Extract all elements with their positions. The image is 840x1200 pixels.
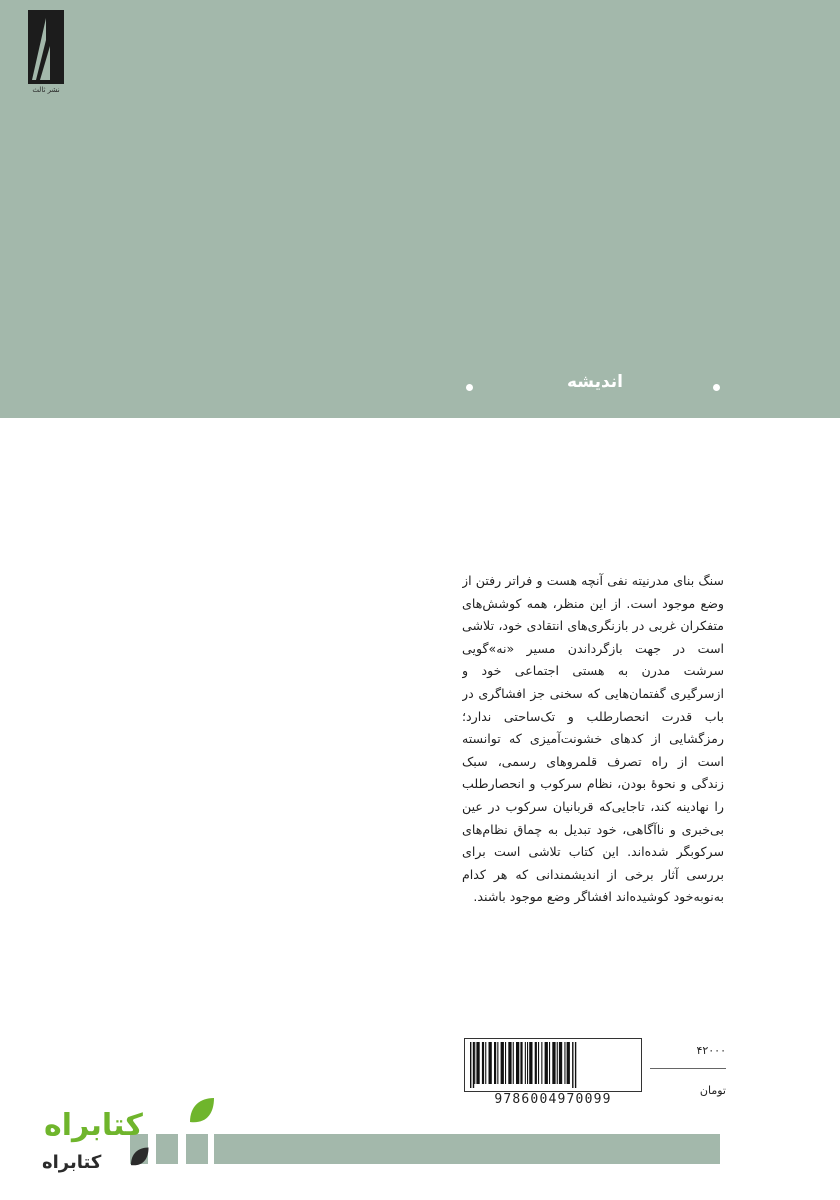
watermark-brand-small: کتابراه (42, 1152, 102, 1173)
band-segment (214, 1134, 720, 1164)
price-divider (650, 1068, 726, 1069)
isbn-number: 9786004970099 (494, 1092, 612, 1107)
series-title: اندیشه (566, 372, 624, 392)
cover-top-band (0, 0, 840, 418)
barcode-bars-icon (468, 1042, 638, 1088)
price-value: ۴۲۰۰۰ (696, 1044, 726, 1057)
barcode (464, 1038, 642, 1092)
leaf-logo-icon (186, 1096, 216, 1126)
bullet-dot-icon (713, 384, 720, 391)
publisher-logo (24, 10, 68, 100)
back-cover-blurb: سنگ بنای مدرنیته نفی آنچه هست و فراتر رفتن از وضع موجود است. از این منظر، همه کوشش‌های متفکران غربی در بازنگری‌های انتقادی خود، تلاشی است در جهت بازگرداندن مسیر «نه»گویی سرشت مدرن به هستی اجتماعی خود و ازسرگیری گفتمان‌هایی که سخنی جز افشاگری در باب قدرت انحصارطلب و تک‌ساحتی ندارد؛ رمزگشایی از کدهای خشونت‌آمیزی که توانسته است از راه تصرف قلمروهای رسمی، سبک زندگی و نحوهٔ بودن، نظام سرکوب و انحصارطلب را نهادینه کند، تاجایی‌که قربانیان سرکوب در عین بی‌خبری و ناآگاهی، خود تبدیل به چماق نظام‌های سرکوبگر شده‌اند. این کتاب تلاشی است برای بررسی آثار برخی از اندیشمندانی که هر کدام به‌نوبه‌خود کوشیده‌اند افشاگر وضع موجود باشند. (462, 573, 724, 905)
leaf-logo-icon (128, 1146, 150, 1168)
watermark-brand-large: کتابراه (44, 1108, 143, 1143)
barcode-block (464, 1038, 726, 1108)
price-box (650, 1038, 726, 1108)
ketabrah-watermark (36, 1090, 216, 1190)
series-row (460, 372, 730, 402)
publisher-mark-icon (28, 10, 64, 84)
publisher-name: نشر ثالث (32, 86, 60, 94)
price-currency: تومان (699, 1084, 726, 1097)
